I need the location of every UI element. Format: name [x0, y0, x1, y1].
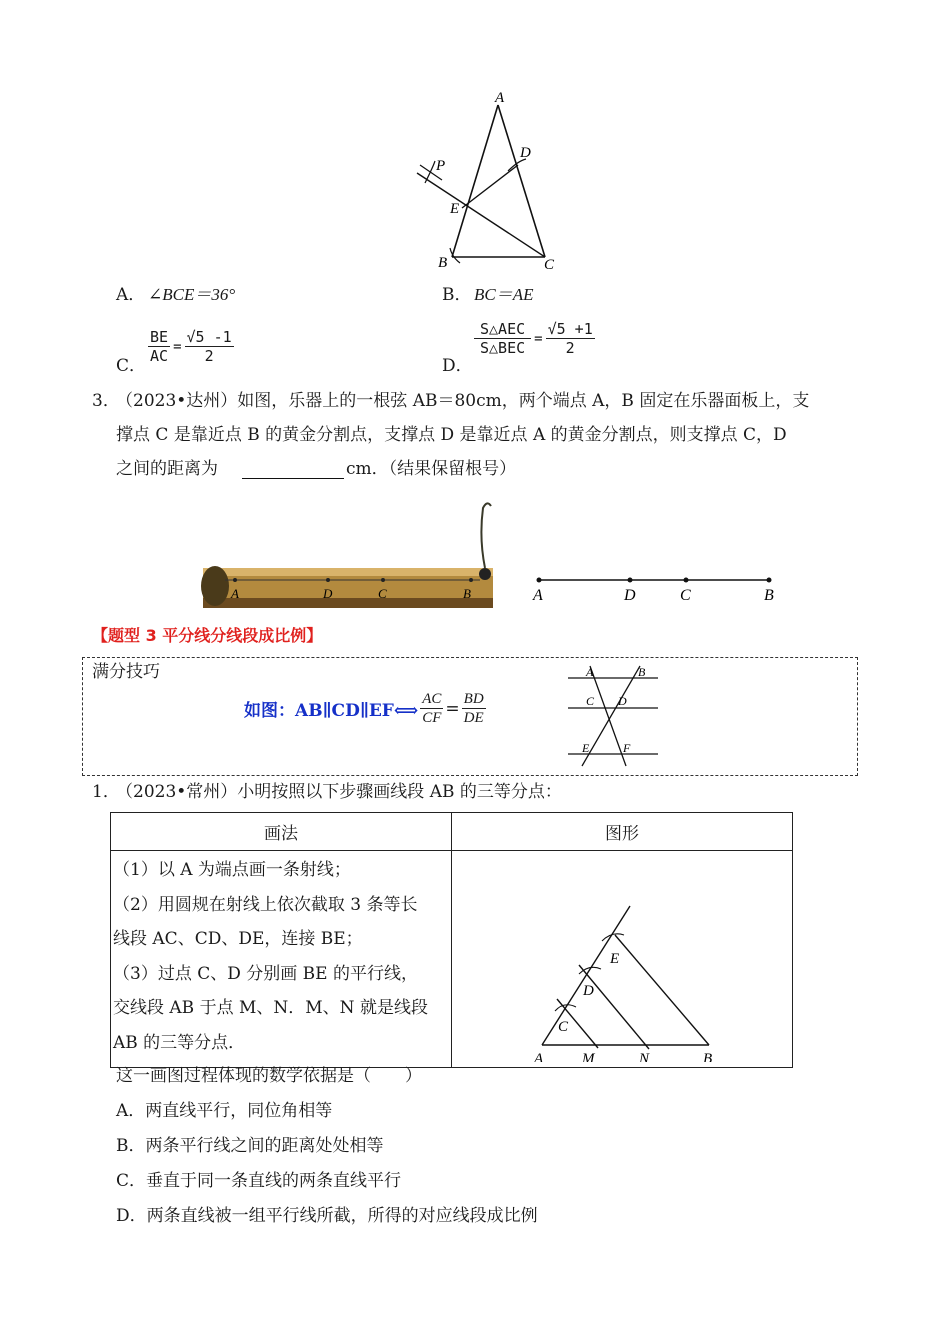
label-e: E — [450, 201, 460, 217]
transversal-acf — [590, 666, 626, 766]
tip-formula — [244, 690, 486, 727]
c-eq: = — [173, 338, 182, 355]
parallel-label-a: A — [586, 665, 594, 679]
instrument-label-d: D — [323, 586, 333, 601]
q1-option-b[interactable] — [116, 1131, 384, 1156]
segment-label-d: D — [624, 587, 636, 604]
step-line-2: （2）用圆规在射线上依次截取 3 条等长 — [113, 894, 418, 915]
tip-text: 如图：AB∥CD∥EF⟺ — [244, 701, 419, 721]
d-eq: = — [534, 330, 543, 347]
parallel-label-b: B — [638, 665, 646, 679]
q2-option-b-label: B． — [442, 285, 472, 305]
trisect-label-b: B — [703, 1051, 713, 1062]
label-b: B — [438, 255, 448, 271]
q1-option-c-label: C． — [116, 1171, 147, 1191]
tip-title: 满分技巧 — [92, 662, 160, 682]
instrument-point-a — [233, 578, 237, 582]
parallel-label-f: F — [623, 741, 631, 755]
instrument-bottom-edge — [203, 598, 493, 608]
trisect-label-c: C — [558, 1019, 569, 1035]
q1-option-d[interactable] — [116, 1201, 538, 1226]
q3-line3-prefix: 之间的距离为 — [116, 459, 218, 479]
segment-label-b: B — [764, 587, 774, 604]
label-p: P — [436, 158, 446, 174]
q1-option-b-label: B． — [116, 1136, 146, 1156]
q1-option-b-text: 两条平行线之间的距离处处相等 — [145, 1136, 384, 1156]
trisect-label-a: A — [534, 1051, 544, 1062]
instrument-knob — [479, 568, 491, 580]
table-body-row — [111, 851, 793, 1068]
step-line-1: （1）以 A 为端点画一条射线； — [113, 860, 351, 880]
parallel-lines-figure — [560, 660, 670, 770]
step-line-3: 线段 AC、CD、DE，连接 BE； — [113, 929, 363, 949]
instrument-label-a: A — [231, 586, 239, 601]
line-pc — [417, 173, 545, 257]
c-lhs-den: AC — [150, 347, 169, 365]
tip-eq: = — [445, 698, 460, 719]
q3-answer-blank[interactable] — [242, 478, 344, 479]
instrument-point-d — [326, 578, 330, 582]
segment-be — [615, 935, 709, 1045]
table-steps-cell — [111, 851, 452, 1068]
instrument-label-b: B — [463, 586, 471, 601]
label-c: C — [544, 257, 555, 273]
instrument-top-edge — [203, 568, 493, 576]
tip-frac2-num: BD — [463, 691, 484, 707]
triangle-figure — [400, 85, 580, 280]
d-lhs-num: S△AEC — [474, 320, 531, 339]
q2-option-c-label: C． — [116, 356, 147, 376]
q1-option-c-text: 垂直于同一条直线的两条直线平行 — [146, 1171, 402, 1191]
q2-option-d-formula — [474, 320, 595, 357]
tip-frac1-den: CF — [422, 710, 442, 726]
parallel-label-d: D — [618, 694, 627, 708]
q3-number: 3． — [92, 391, 120, 411]
tip-frac2-den: DE — [463, 710, 484, 726]
q1-stem: （2023•常州）小明按照以下步骤画线段 AB 的三等分点： — [116, 782, 562, 802]
table-header-figure: 图形 — [452, 813, 793, 851]
step-line-5: 交线段 AB 于点 M、N．M、N 就是线段 — [113, 998, 428, 1018]
q1-number: 1． — [92, 782, 120, 802]
q1-option-a-text: 两直线平行，同位角相等 — [145, 1101, 333, 1121]
label-d: D — [520, 145, 531, 161]
q1-option-c[interactable] — [116, 1166, 401, 1191]
segment-point-a — [537, 578, 542, 583]
trisect-label-n: N — [639, 1051, 650, 1062]
transversal-bde — [582, 666, 640, 766]
q3-line2: 撑点 C 是靠近点 B 的黄金分割点，支撑点 D 是靠近点 A 的黄金分割点，则支撑点 C，D — [116, 425, 787, 445]
label-a: A — [495, 90, 505, 106]
parallel-dn — [579, 965, 649, 1049]
c-lhs-num: BE — [150, 328, 169, 346]
step-line-4: （3）过点 C、D 分别画 BE 的平行线， — [113, 963, 418, 984]
d-rhs-den: 2 — [565, 339, 575, 357]
table-header-row — [111, 813, 793, 851]
segment-label-a: A — [533, 587, 543, 604]
q3-line3-suffix: cm．（结果保留根号） — [346, 459, 517, 479]
q1-option-d-text: 两条直线被一组平行线所截，所得的对应线段成比例 — [146, 1206, 538, 1226]
ray-a — [542, 906, 630, 1045]
d-lhs-den: S△BEC — [480, 339, 526, 357]
trisect-label-e: E — [610, 951, 620, 967]
trisection-figure — [452, 851, 792, 1062]
q1-option-a[interactable] — [116, 1096, 332, 1121]
c-rhs-den: 2 — [204, 347, 214, 365]
d-rhs-num: √5 +1 — [547, 320, 593, 338]
q2-option-d-label: D． — [442, 356, 473, 376]
side-ac — [498, 105, 545, 257]
step-line-6: AB 的三等分点． — [113, 1032, 246, 1053]
q2-option-b-text: BC＝AE — [474, 285, 534, 304]
trisect-label-m: M — [582, 1051, 595, 1062]
q2-option-a-text: ∠BCE＝36° — [148, 285, 236, 304]
instrument-point-c — [381, 578, 385, 582]
segment-point-b — [767, 578, 772, 583]
q1-question: 这一画图过程体现的数学依据是（ ） — [116, 1066, 422, 1086]
table-header-method: 画法 — [111, 813, 452, 851]
arc-mark-p2 — [425, 161, 435, 183]
arc-e — [602, 934, 624, 941]
segment-label-c: C — [680, 587, 691, 604]
table-figure-cell — [452, 851, 793, 1068]
trisect-label-d: D — [583, 983, 594, 999]
segment-point-d — [628, 578, 633, 583]
instrument-head — [201, 566, 229, 606]
instrument-label-c: C — [378, 586, 387, 601]
instrument-tuning-peg — [481, 503, 491, 568]
segment-diagram — [528, 568, 788, 608]
segment-ed — [462, 165, 518, 208]
q3-line1: （2023•达州）如图，乐器上的一根弦 AB＝80cm，两个端点 A，B 固定在乐器面板上，支 — [116, 391, 810, 411]
steps-table — [110, 812, 793, 1068]
c-rhs-num: √5 -1 — [186, 328, 232, 346]
instrument-image — [195, 498, 505, 613]
parallel-label-e: E — [582, 741, 590, 755]
q1-option-a-label: A． — [116, 1101, 146, 1121]
q1-option-d-label: D． — [116, 1206, 147, 1226]
parallel-label-c: C — [586, 694, 595, 708]
q2-option-a-label: A． — [116, 285, 146, 305]
section-title: 【题型 3 平分线分线段成比例】 — [92, 626, 323, 645]
side-ab — [452, 105, 498, 257]
segment-point-c — [684, 578, 689, 583]
q2-option-c-formula — [148, 328, 234, 365]
arc-mark-b — [450, 248, 460, 263]
instrument-point-b — [469, 578, 473, 582]
tip-frac1-num: AC — [422, 691, 442, 707]
